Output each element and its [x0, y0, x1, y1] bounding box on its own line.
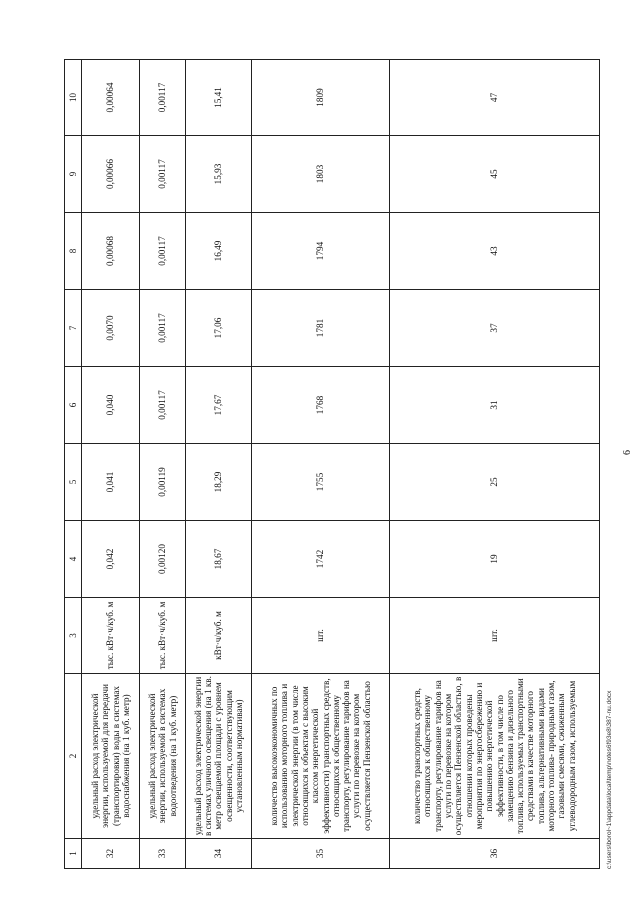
header-cell: 4: [65, 521, 82, 598]
row-unit: шт.: [390, 598, 600, 674]
row-value: 0,042: [82, 521, 140, 598]
row-value: 1755: [252, 444, 390, 521]
footer-file-path: c:\users\borol~1\appdata\local\temp\notes6f93e8\387-nu.docx: [606, 690, 613, 869]
row-unit: кВт·ч/куб. м: [186, 598, 252, 674]
row-value: 0,041: [82, 444, 140, 521]
table-row: [252, 60, 390, 869]
row-value: 0,00120: [140, 521, 186, 598]
header-cell: 5: [65, 444, 82, 521]
row-description: удельный расход электрической энергии, используемой для передачи (транспортировки) воды в системах водоснабжения (на 1 куб. метр): [82, 674, 140, 839]
table-row: [140, 60, 186, 869]
row-unit: шт.: [252, 598, 390, 674]
row-value: 1742: [252, 521, 390, 598]
table-header-row: [65, 60, 82, 869]
row-value: 1781: [252, 290, 390, 367]
indicators-table: [64, 59, 600, 869]
row-description: удельный расход электрической энергии в системах уличного освещения (на 1 кв. метр освещаемой площади с уровнем освещенности, соответствующим установленным нормативам): [186, 674, 252, 839]
header-cell: 9: [65, 136, 82, 213]
header-cell: 7: [65, 290, 82, 367]
header-cell: 2: [65, 674, 82, 839]
row-value: 17,06: [186, 290, 252, 367]
row-value: 19: [390, 521, 600, 598]
header-cell: 1: [65, 839, 82, 869]
row-value: 18,67: [186, 521, 252, 598]
row-number: 36: [390, 839, 600, 869]
row-value: 0,00068: [82, 213, 140, 290]
row-number: 35: [252, 839, 390, 869]
row-value: 15,93: [186, 136, 252, 213]
header-cell: 8: [65, 213, 82, 290]
row-value: 0,00117: [140, 213, 186, 290]
row-value: 45: [390, 136, 600, 213]
header-cell: 3: [65, 598, 82, 674]
table-row: [390, 60, 600, 869]
row-description: количество транспортных средств, относящихся к общественному транспорту, регулирование тарифов на услуги по перевозке на котором осуществляется Пензенской областью, в отношении которых проведены мероприятия по энергосбережению и повышению энергетической эффективности, в том числе по замещению бензина и дизельного топлива, используемых транспортными средствами в качестве моторного топлива, альтернативными видами моторного топлива- природным газом, газовыми смесями, сжиженным углеводородным газом, используемым: [390, 674, 600, 839]
row-value: 31: [390, 367, 600, 444]
row-value: 15,41: [186, 60, 252, 136]
row-value: 16,49: [186, 213, 252, 290]
row-value: 47: [390, 60, 600, 136]
row-number: 34: [186, 839, 252, 869]
row-value: 1768: [252, 367, 390, 444]
header-cell: 10: [65, 60, 82, 136]
row-number: 32: [82, 839, 140, 869]
row-value: 0,0070: [82, 290, 140, 367]
row-value: 0,00117: [140, 290, 186, 367]
row-value: 0,00064: [82, 60, 140, 136]
page-number: 6: [622, 450, 633, 455]
table-row: [186, 60, 252, 869]
row-number: 33: [140, 839, 186, 869]
row-value: 0,00066: [82, 136, 140, 213]
row-value: 1794: [252, 213, 390, 290]
row-value: 17,67: [186, 367, 252, 444]
row-value: 0,00117: [140, 367, 186, 444]
row-value: 0,040: [82, 367, 140, 444]
row-value: 1809: [252, 60, 390, 136]
row-value: 0,00117: [140, 136, 186, 213]
row-description: количество высокоэкономичных по использованию моторного топлива и электрической энергии (в том числе относящихся к объектам с высоким классом энергетической эффективности) транспортных средств, относящихся к общественному транспорту, регулирование тарифов на услуги по перевозке на котором осуществляется Пензенской областью: [252, 674, 390, 839]
row-unit: тыс. кВт·ч/куб. м: [82, 598, 140, 674]
row-value: 18,29: [186, 444, 252, 521]
row-value: 1803: [252, 136, 390, 213]
row-description: удельный расход электрической энергии, используемой в системах водоотведения (на 1 куб. метр): [140, 674, 186, 839]
header-cell: 6: [65, 367, 82, 444]
row-value: 25: [390, 444, 600, 521]
row-value: 0,00119: [140, 444, 186, 521]
row-value: 43: [390, 213, 600, 290]
table-row: [82, 60, 140, 869]
row-unit: тыс. кВт·ч/куб. м: [140, 598, 186, 674]
row-value: 0,00117: [140, 60, 186, 136]
row-value: 37: [390, 290, 600, 367]
